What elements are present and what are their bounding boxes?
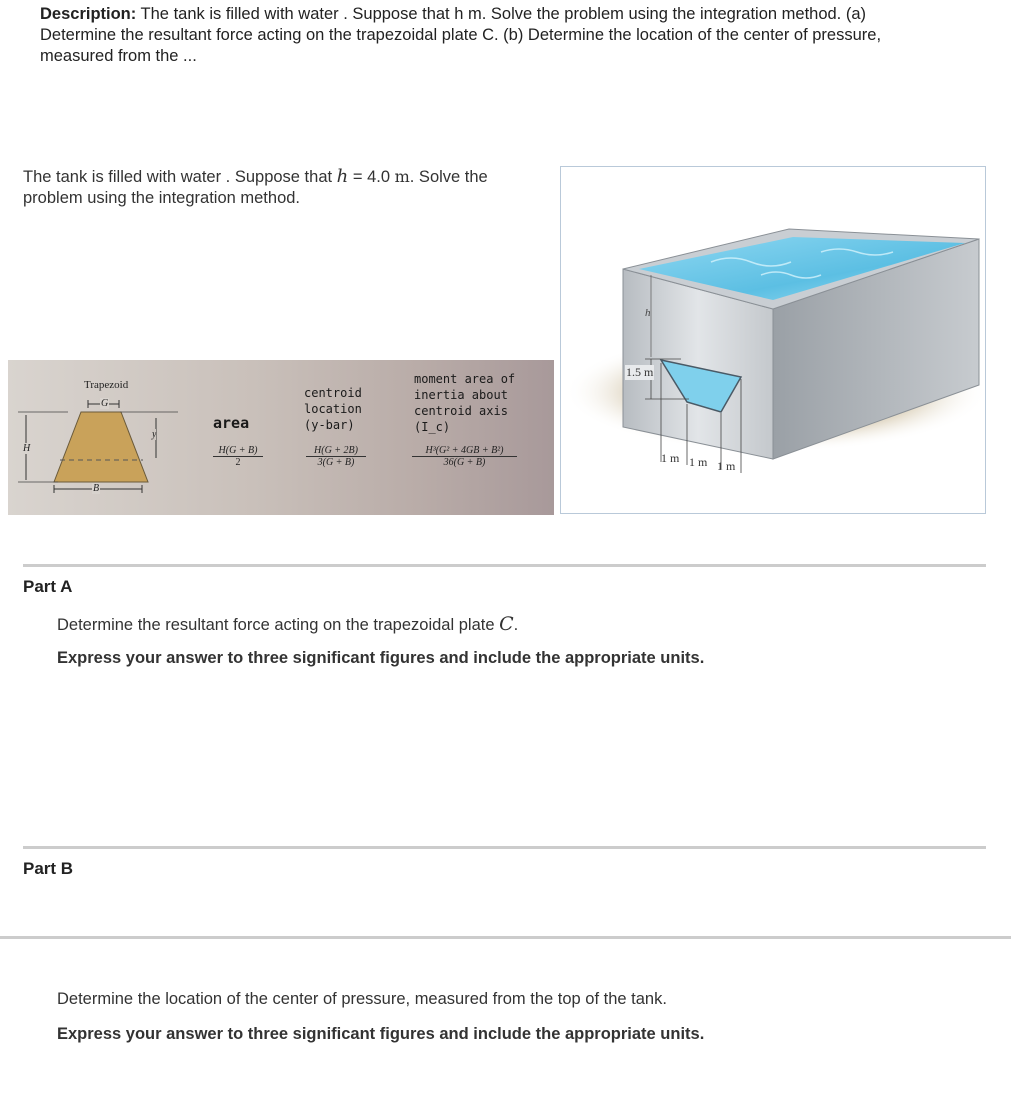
tank-depth-label: 1.5 m (626, 365, 654, 379)
description-text: The tank is filled with water . Suppose that h m. Solve the problem using the integration method. (a) Determine the resultant force acting on the trapezoidal plate C. (b) Determine the location of the center of pressure, measured from the ... (40, 5, 882, 65)
part-a-question: Determine the resultant force acting on the trapezoidal plate C. (57, 613, 519, 635)
intro-before: The tank is filled with water . Suppose that (23, 168, 337, 186)
tank-h-label: h (645, 307, 651, 319)
centroid-header: centroid location (y-bar) (304, 386, 362, 432)
part-b-title[interactable]: Part B (23, 859, 74, 878)
problem-intro (23, 166, 543, 209)
dim-b-label: B (93, 483, 100, 494)
area-formula: $\frac{H(G + B)}{2}$ (213, 445, 263, 468)
trapezoid-formula-table (8, 360, 554, 515)
dim-ybar-label: y (152, 429, 157, 440)
variable-c: C (499, 613, 514, 635)
part-a-instruction: Express your answer to three significant figures and include the appropriate units. (57, 649, 705, 667)
moment-header: moment area of inertia about centroid axis (I_c) (414, 372, 516, 434)
description-label: Description: (40, 5, 137, 23)
part-a-title[interactable]: Part A (23, 577, 73, 596)
divider-full (0, 936, 1011, 939)
dim-h-label: H (23, 443, 31, 454)
tank-figure (560, 166, 986, 514)
area-header: area (213, 414, 250, 432)
divider-part-b (23, 846, 986, 849)
trapezoid-label: Trapezoid (84, 379, 129, 391)
intro-after: . Solve the problem using the integration method. (23, 168, 488, 207)
moment-formula: $\frac{\text{H³(G² + 4GB + B²)}}{36(G + B)}$ (412, 445, 517, 468)
unit-m: m (394, 167, 410, 186)
tank-illustration (561, 167, 985, 513)
tank-width-label-3: 1 m (717, 459, 736, 473)
part-b-question: Determine the location of the center of pressure, measured from the top of the tank. (57, 990, 667, 1008)
variable-h: h (336, 166, 349, 187)
centroid-formula: $\frac{H(G + 2B)}{3(G + B)}$ (306, 445, 366, 468)
dim-g-label: G (101, 398, 109, 409)
intro-eq: = 4.0 (348, 168, 395, 186)
part-b-instruction: Express your answer to three significant figures and include the appropriate units. (57, 1025, 705, 1043)
divider-part-a (23, 564, 986, 567)
tank-width-label-2: 1 m (689, 455, 708, 469)
problem-description (40, 4, 940, 67)
tank-width-label-1: 1 m (661, 451, 680, 465)
